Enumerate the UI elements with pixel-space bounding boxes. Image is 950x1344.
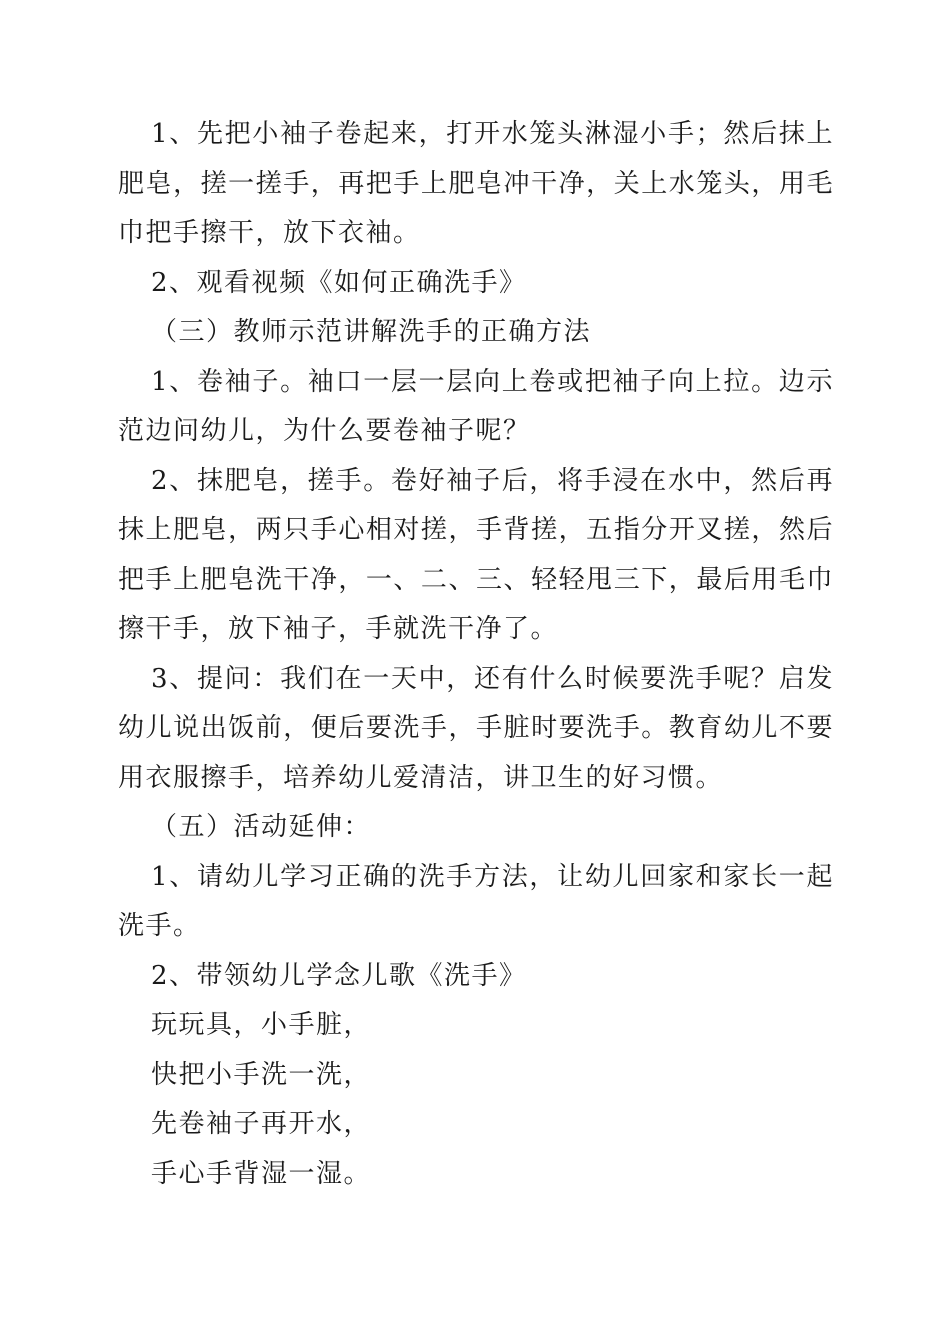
poem-line: 快把小手洗一洗， bbox=[151, 1059, 372, 1090]
paragraph-step-1: 1、先把小袖子卷起来，打开水笼头淋湿小手；然后抹上肥皂，搓一搓手，再把手上肥皂冲干净，关上水笼头，用毛巾把手擦干，放下衣袖。 bbox=[118, 119, 834, 248]
document-body bbox=[118, 110, 834, 1199]
section-heading-5: （五）活动延伸： bbox=[151, 812, 372, 842]
paragraph-roll-sleeves: 1、卷袖子。袖口一层一层向上卷或把袖子向上拉。边示范边问幼儿，为什么要卷袖子呢？ bbox=[118, 366, 834, 446]
paragraph-soap-rub: 2、抹肥皂，搓手。卷好袖子后，将手浸在水中，然后再抹上肥皂，两只手心相对搓，手背搓，五指分开叉搓，然后把手上肥皂洗干净，一、二、三、轻轻甩三下，最后用毛巾擦干手，放下袖子，手就洗干净了。 bbox=[118, 465, 834, 644]
poem-line: 玩玩具，小手脏， bbox=[151, 1010, 372, 1040]
paragraph-extension-1: 1、请幼儿学习正确的洗手方法，让幼儿回家和家长一起洗手。 bbox=[118, 861, 834, 941]
paragraph-watch-video: 2、观看视频《如何正确洗手》 bbox=[151, 267, 527, 298]
poem-line: 先卷袖子再开水， bbox=[151, 1109, 372, 1139]
paragraph-extension-2: 2、带领幼儿学念儿歌《洗手》 bbox=[151, 960, 527, 991]
section-heading-3: （三）教师示范讲解洗手的正确方法 bbox=[151, 317, 592, 347]
paragraph-question: 3、提问：我们在一天中，还有什么时候要洗手呢？启发幼儿说出饭前，便后要洗手，手脏时要洗手。教育幼儿不要用衣服擦手，培养幼儿爱清洁，讲卫生的好习惯。 bbox=[118, 663, 834, 793]
poem-line: 手心手背湿一湿。 bbox=[151, 1158, 372, 1189]
